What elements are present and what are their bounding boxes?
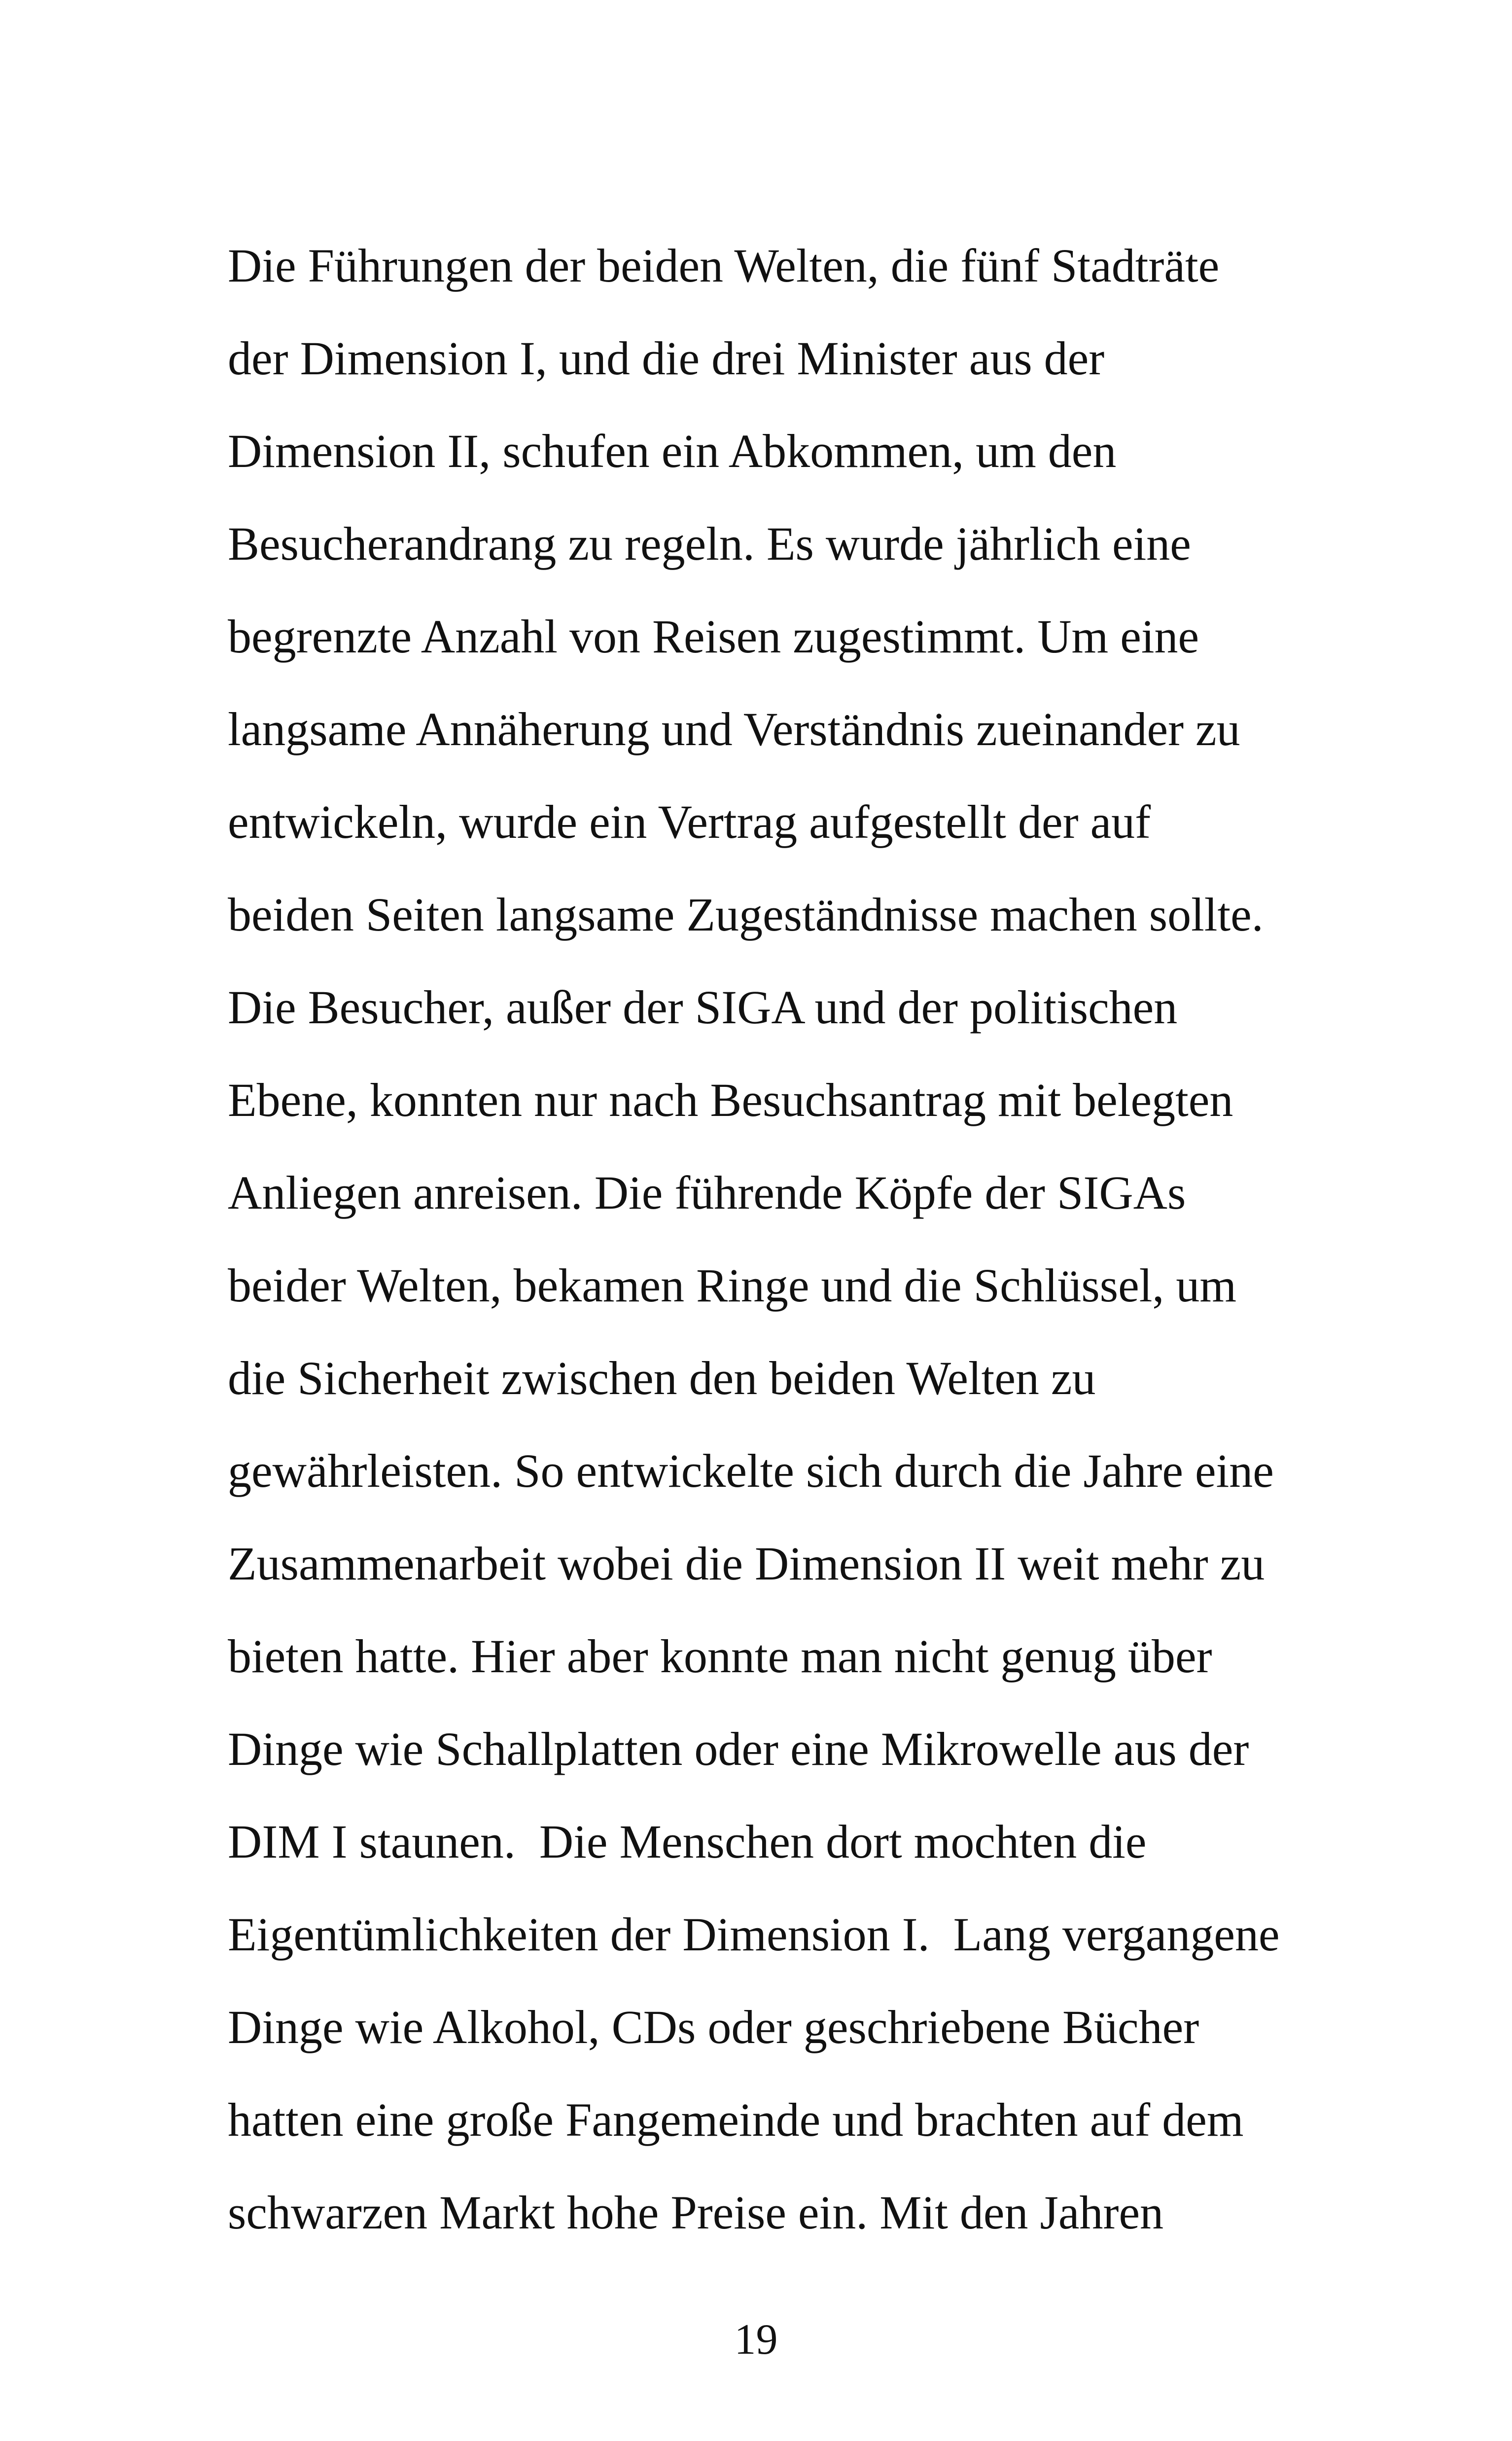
text-line: Zusammenarbeit wobei die Dimension II weit mehr zu — [228, 1537, 1265, 1590]
text-line: die Sicherheit zwischen den beiden Welten zu — [228, 1352, 1096, 1404]
text-line: der Dimension I, und die drei Minister aus der — [228, 332, 1105, 385]
text-line: hatten eine große Fangemeinde und brachten auf dem — [228, 2093, 1244, 2146]
text-line: beider Welten, bekamen Ringe und die Schlüssel, um — [228, 1259, 1237, 1312]
text-line: Die Führungen der beiden Welten, die fünf Stadträte — [228, 239, 1220, 292]
text-line: Besucherandrang zu regeln. Es wurde jährlich eine — [228, 517, 1191, 570]
text-line: entwickeln, wurde ein Vertrag aufgestellt der auf — [228, 795, 1151, 848]
text-line: beiden Seiten langsame Zugeständnisse machen sollte. — [228, 888, 1264, 941]
text-line: Dimension II, schufen ein Abkommen, um den — [228, 425, 1117, 477]
text-line: begrenzte Anzahl von Reisen zugestimmt. Um eine — [228, 610, 1199, 663]
text-line: langsame Annäherung und Verständnis zueinander zu — [228, 703, 1240, 755]
text-line: Ebene, konnten nur nach Besuchsantrag mit belegten — [228, 1074, 1233, 1126]
text-line: Die Besucher, außer der SIGA und der politischen — [228, 981, 1178, 1034]
text-line: bieten hatte. Hier aber konnte man nicht genug über — [228, 1630, 1212, 1683]
text-line: gewährleisten. So entwickelte sich durch die Jahre eine — [228, 1444, 1274, 1497]
text-line: Dinge wie Alkohol, CDs oder geschriebene Bücher — [228, 2001, 1199, 2053]
text-line: Eigentümlichkeiten der Dimension I. Lang vergangene — [228, 1908, 1280, 1961]
body-text — [228, 219, 1411, 2259]
text-line: DIM I staunen. Die Menschen dort mochten die — [228, 1815, 1147, 1868]
text-line: Dinge wie Schallplatten oder eine Mikrowelle aus der — [228, 1723, 1249, 1775]
page-number: 19 — [734, 2316, 778, 2364]
text-line: schwarzen Markt hohe Preise ein. Mit den Jahren — [228, 2186, 1164, 2239]
text-line: Anliegen anreisen. Die führende Köpfe der SIGAs — [228, 1166, 1186, 1219]
